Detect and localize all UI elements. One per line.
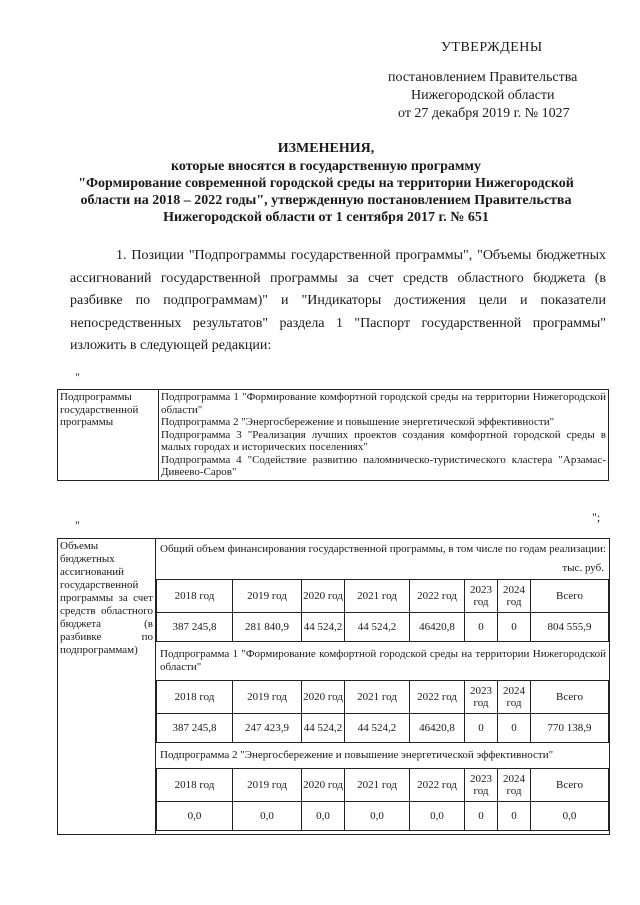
heading-line-2: которые вносятся в государственную программу	[171, 159, 481, 174]
subprogram-item-2: Подпрограмма 2 "Энергосбережение и повышение энергетической эффективности"	[161, 416, 555, 428]
value-cell: 0,0	[410, 802, 465, 831]
value-cell: 44 524,2	[302, 613, 345, 642]
heading-line-4: области на 2018 – 2022 годы", утвержденную постановлением Правительства	[80, 193, 572, 208]
approval-line-2: Нижегородской области	[411, 88, 555, 103]
header-cell: 2023 год	[465, 580, 498, 613]
header-cell: 2023 год	[465, 681, 498, 714]
sub1-values-row	[157, 714, 609, 743]
value-cell: 0,0	[233, 802, 302, 831]
header-cell: 2018 год	[157, 681, 233, 714]
header-cell: 2021 год	[345, 769, 410, 802]
header-cell: 2018 год	[157, 769, 233, 802]
value-cell: 46420,8	[410, 613, 465, 642]
sub2-header-row	[157, 769, 609, 802]
value-cell: 0	[498, 802, 531, 831]
sub2-values-row	[157, 802, 609, 831]
header-cell: 2020 год	[302, 769, 345, 802]
header-cell: 2020 год	[302, 681, 345, 714]
header-cell: 2019 год	[233, 681, 302, 714]
budget-intro: Общий объем финансирования государственной программы, в том числе по годам реализации:	[160, 543, 606, 555]
document-heading	[40, 140, 612, 226]
value-cell: 0	[498, 714, 531, 743]
sub1-header-row	[157, 681, 609, 714]
budget-content	[156, 539, 610, 835]
value-cell: 44 524,2	[302, 714, 345, 743]
value-cell: 0,0	[302, 802, 345, 831]
subprogram-1-table	[156, 680, 609, 743]
header-cell: 2024 год	[498, 681, 531, 714]
heading-line-3: "Формирование современной городской среды на территории Нижегородской	[78, 176, 574, 191]
header-cell: 2021 год	[345, 681, 410, 714]
value-cell: 0	[498, 613, 531, 642]
header-cell: 2019 год	[233, 769, 302, 802]
total-header-row	[157, 580, 609, 613]
value-cell: 0	[465, 714, 498, 743]
header-cell: 2024 год	[498, 769, 531, 802]
header-cell: Всего	[531, 580, 609, 613]
value-cell: 46420,8	[410, 714, 465, 743]
header-cell: 2020 год	[302, 580, 345, 613]
value-cell: 0	[465, 802, 498, 831]
value-cell: 0,0	[345, 802, 410, 831]
close-quote-1: ";	[592, 510, 601, 524]
total-table	[156, 579, 609, 642]
subprograms-label: Подпрограммы государственной программы	[58, 390, 159, 481]
header-cell: 2022 год	[410, 580, 465, 613]
paragraph-1	[70, 245, 606, 358]
approval-title: УТВЕРЖДЕНЫ	[441, 40, 543, 55]
budget-table	[57, 538, 610, 835]
approval-line-1: постановлением Правительства	[388, 70, 578, 85]
subprogram-1-title: Подпрограмма 1 "Формирование комфортной городской среды на территории Нижегородской области"	[160, 648, 606, 673]
heading-line-5: Нижегородской области от 1 сентября 2017 г. № 651	[163, 210, 489, 225]
value-cell: 387 245,8	[157, 714, 233, 743]
value-cell: 281 840,9	[233, 613, 302, 642]
header-cell: 2018 год	[157, 580, 233, 613]
open-quote-1: "	[75, 370, 80, 384]
header-cell: 2024 год	[498, 580, 531, 613]
value-cell: 247 423,9	[233, 714, 302, 743]
budget-label: Объемы бюджетных ассигнований государственной программы за счет средств областного бюджета (в разбивке по подпрограммам)	[58, 539, 156, 835]
header-cell: Всего	[531, 681, 609, 714]
value-cell: 0	[465, 613, 498, 642]
budget-unit: тыс. руб.	[562, 562, 604, 574]
value-cell: 770 138,9	[531, 714, 609, 743]
subprogram-2-table	[156, 768, 609, 831]
value-cell: 387 245,8	[157, 613, 233, 642]
header-cell: Всего	[531, 769, 609, 802]
value-cell: 0,0	[531, 802, 609, 831]
subprograms-list	[159, 390, 609, 481]
open-quote-2: "	[75, 518, 80, 532]
header-cell: 2019 год	[233, 580, 302, 613]
subprograms-table	[57, 389, 609, 481]
value-cell: 0,0	[157, 802, 233, 831]
paragraph-1-text: 1. Позиции "Подпрограммы государственной программы", "Объемы бюджетных ассигнований государственной программы за счет средств областного бюджета (в разбивке по подпрограммам)" и "Индикаторы достижения цели и показатели непосредственных результатов" раздела 1 "Паспорт государственной программы" изложить в следующей редакции:	[70, 248, 606, 353]
header-cell: 2022 год	[410, 681, 465, 714]
header-cell: 2023 год	[465, 769, 498, 802]
value-cell: 44 524,2	[345, 714, 410, 743]
subprogram-2-title: Подпрограмма 2 "Энергосбережение и повышение энергетической эффективности"	[160, 749, 554, 761]
subprogram-item-4: Подпрограмма 4 "Содействие развитию паломническо-туристического кластера "Арзамас-Дивеево-Саров"	[161, 453, 606, 478]
value-cell: 804 555,9	[531, 613, 609, 642]
subprogram-item-3: Подпрограмма 3 "Реализация лучших проектов создания комфортной городской среды в малых городах и исторических поселениях"	[161, 428, 606, 453]
subprogram-item-1: Подпрограмма 1 "Формирование комфортной городской среды на территории Нижегородской области"	[161, 391, 606, 416]
total-values-row	[157, 613, 609, 642]
value-cell: 44 524,2	[345, 613, 410, 642]
header-cell: 2021 год	[345, 580, 410, 613]
header-cell: 2022 год	[410, 769, 465, 802]
heading-line-1: ИЗМЕНЕНИЯ,	[277, 141, 375, 156]
approval-line-3: от 27 декабря 2019 г. № 1027	[398, 106, 570, 121]
